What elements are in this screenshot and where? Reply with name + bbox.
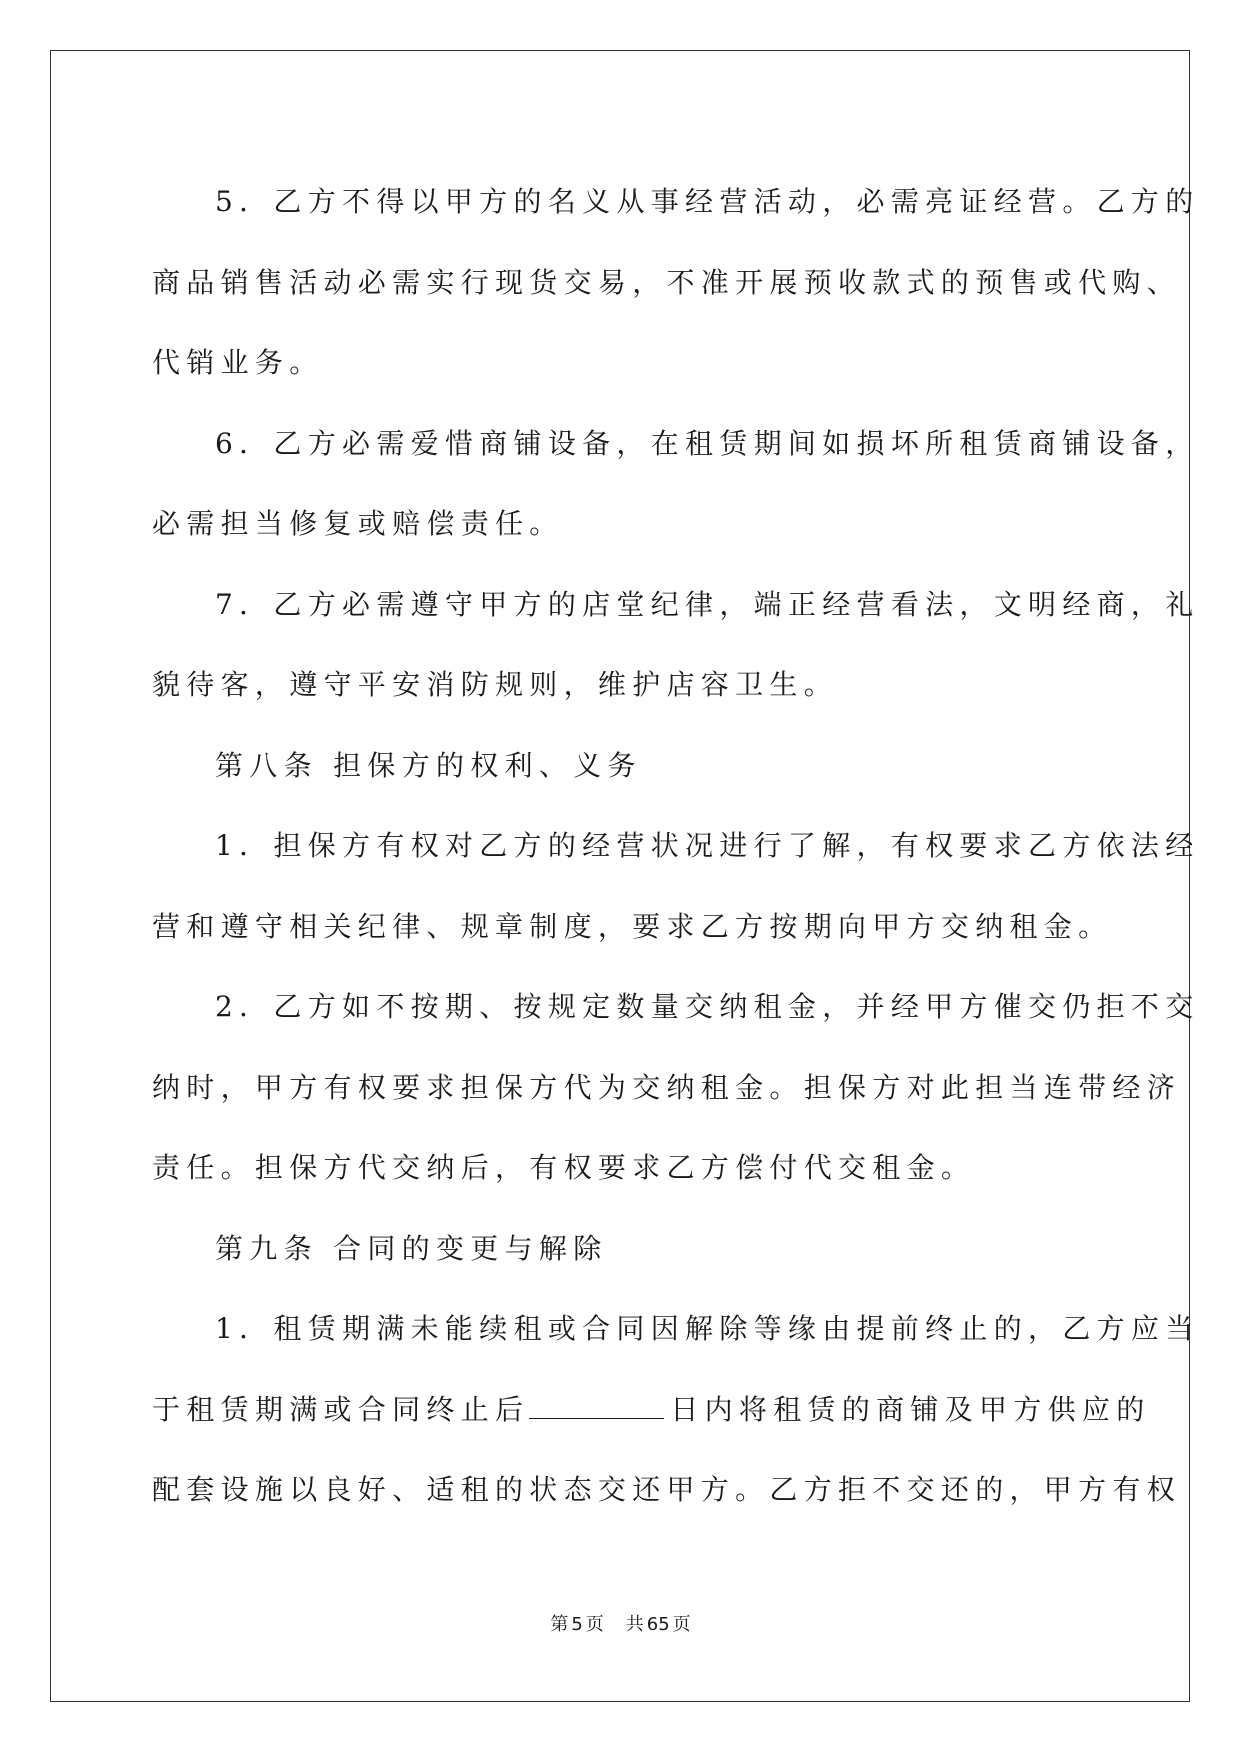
- blank-line-before-text: 于租赁期满或合同终止后: [152, 1392, 530, 1426]
- paragraph-line: 营和遵守相关纪律、规章制度，要求乙方按期向甲方交纳租金。: [152, 909, 1113, 943]
- paragraph-line: 5．乙方不得以甲方的名义从事经营活动，必需亮证经营。乙方的: [215, 185, 1200, 218]
- total-pages: 65: [646, 1614, 670, 1635]
- paragraph-line: 必需担当修复或赔偿责任。: [152, 507, 564, 540]
- paragraph-line: 6．乙方必需爱惜商铺设备，在租赁期间如损坏所租赁商铺设备，: [215, 426, 1200, 460]
- footer-total-suffix: 页: [672, 1614, 691, 1635]
- paragraph-line: 1．租赁期满未能续租或合同因解除等缘由提前终止的，乙方应当: [215, 1312, 1200, 1345]
- paragraph-line: 责任。担保方代交纳后，有权要求乙方偿付代交租金。: [152, 1151, 976, 1184]
- page-footer: [0, 1613, 1241, 1637]
- paragraph-line: 貌待客，遵守平安消防规则，维护店容卫生。: [152, 668, 839, 701]
- paragraph-line: 2．乙方如不按期、按规定数量交纳租金，并经甲方催交仍拒不交: [215, 990, 1200, 1023]
- paragraph-line: 1．担保方有权对乙方的经营状况进行了解，有权要求乙方依法经: [215, 829, 1200, 862]
- paragraph-line: 7．乙方必需遵守甲方的店堂纪律，端正经营看法，文明经商，礼: [215, 587, 1200, 621]
- footer-total-prefix: 共: [625, 1614, 644, 1635]
- footer-page-suffix: 页: [585, 1614, 604, 1635]
- section-heading: 第九条 合同的变更与解除: [215, 1231, 608, 1265]
- paragraph-line: 商品销售活动必需实行现货交易，不准开展预收款式的预售或代购、: [152, 265, 1182, 299]
- blank-line-after-text: 日内将租赁的商铺及甲方供应的: [670, 1392, 1151, 1426]
- fill-in-blank: [529, 1394, 664, 1419]
- footer-prefix: 第: [550, 1614, 569, 1635]
- paragraph-line: 代销业务。: [152, 346, 324, 379]
- document-body: [152, 162, 1200, 1531]
- section-heading: 第八条 担保方的权利、义务: [215, 748, 642, 782]
- paragraph-line-with-blank: [152, 1370, 1151, 1451]
- page-number: 5: [571, 1614, 583, 1635]
- paragraph-line: 配套设施以良好、适租的状态交还甲方。乙方拒不交还的，甲方有权: [152, 1473, 1182, 1506]
- paragraph-line: 纳时，甲方有权要求担保方代为交纳租金。担保方对此担当连带经济: [152, 1070, 1182, 1104]
